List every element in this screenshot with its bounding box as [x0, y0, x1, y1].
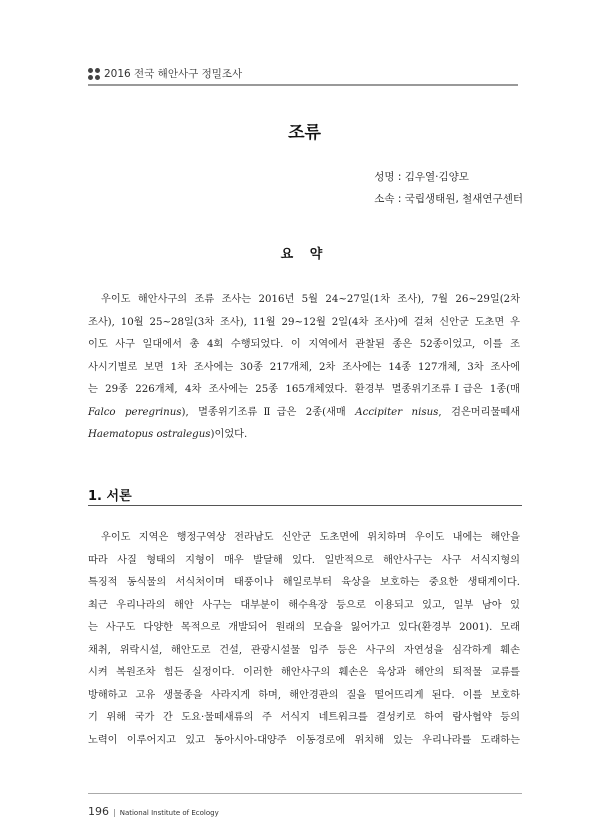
species-name: Accipiter nisus: [355, 406, 439, 418]
body-line: 따라 사질 형태의 지형이 매우 발달해 있다. 일반적으로 해안사구는 사구 서식지형의: [88, 554, 520, 566]
abstract-line: Haematopus ostralegus)이었다.: [88, 429, 248, 440]
abstract-line: 조사), 10월 25~28일(3차 조사), 11월 29~12월 2일(4차 조사)에 걸쳐 신안군 도초면 우: [88, 316, 520, 328]
authors-row: 성명 : 김우열·김양모: [374, 171, 469, 183]
body-line: 는 사구도 다양한 목적으로 개발되어 원래의 모습을 잃어가고 있다(환경부 2001). 모래: [88, 622, 520, 633]
affiliation-label: 소속: [374, 193, 395, 205]
footer-divider: [88, 793, 522, 794]
affiliation-value: 국립생태원, 철새연구센터: [404, 193, 523, 205]
section-divider: [88, 505, 522, 506]
page-number: 196: [88, 805, 109, 818]
species-name: Haematopus ostralegus: [88, 429, 211, 440]
body-line: 노력이 이루어지고 있고 동아시아-대양주 이동경로에 위치해 있는 우리나라를 도래하는: [88, 734, 520, 746]
section-heading: 1. 서론: [88, 489, 132, 504]
abstract-line: 는 29종 226개체, 4차 조사에는 25종 165개체였다. 환경부 멸종위기조류Ⅰ급은 1종(매: [88, 384, 520, 395]
header-bullet-icon: [88, 68, 100, 80]
abstract-line: Falco peregrinus), 멸종위기조류Ⅱ급은 2종(새매 Accipiter nisus, 검은머리물떼새: [88, 406, 520, 418]
body-line: 기 위해 국가 간 도요·물떼새류의 주 서식지 네트워크를 결성키로 하여 람사협약 등의: [88, 712, 520, 723]
institute-name: National Institute of Ecology: [119, 809, 219, 817]
authors-label: 성명: [374, 171, 395, 183]
abstract-title: 요 약: [280, 247, 329, 262]
abstract-line: 우이도 해안사구의 조류 조사는 2016년 5월 24~27일(1차 조사), 7월 26~29일(2차: [101, 294, 520, 305]
body-line: 시켜 복원조차 힘든 실정이다. 이러한 해안사구의 훼손은 육상과 해안의 퇴적물 교류를: [88, 667, 520, 678]
affiliation-row: 소속 : 국립생태원, 철새연구센터: [374, 193, 523, 205]
intro-paragraph: [88, 527, 520, 752]
body-line: 우이도 지역은 행정구역상 전라남도 신안군 도초면에 위치하며 우이도 내에는 해안을: [101, 532, 520, 543]
authors-value: 김우열·김양모: [404, 171, 469, 183]
body-line: 방해하고 고유 생물종을 사라지게 하며, 해안경관의 질을 떨어뜨리게 된다. 이를 보호하: [88, 689, 520, 701]
header-title: 2016 전국 해안사구 정밀조사: [104, 68, 243, 80]
page-title: 조류: [288, 123, 321, 143]
page-footer: [88, 800, 219, 819]
footer-separator: |: [113, 808, 116, 817]
body-line: 채취, 위락시설, 해안도로 건설, 관광시설물 입주 등은 사구의 자연성을 심각하게 훼손: [88, 644, 520, 656]
species-name: Falco peregrinus: [88, 406, 182, 418]
body-line: 특징적 동식물의 서식처이며 태풍이나 해일로부터 육상을 보호하는 중요한 생태계이다.: [88, 577, 520, 588]
header-divider: [88, 84, 518, 86]
body-line: 최근 우리나라의 해안 사구는 대부분이 해수욕장 등으로 이용되고 있고, 일부 남아 있: [88, 599, 520, 611]
running-header: [88, 64, 518, 84]
abstract-paragraph: [88, 289, 520, 447]
abstract-line: 이도 사구 일대에서 총 4회 수행되었다. 이 지역에서 관찰된 종은 52종이었고, 이를 조: [88, 339, 520, 350]
abstract-line: 사시기별로 보면 1차 조사에는 30종 217개체, 2차 조사에는 14종 127개체, 3차 조사에: [88, 361, 520, 373]
author-info: [374, 166, 523, 210]
